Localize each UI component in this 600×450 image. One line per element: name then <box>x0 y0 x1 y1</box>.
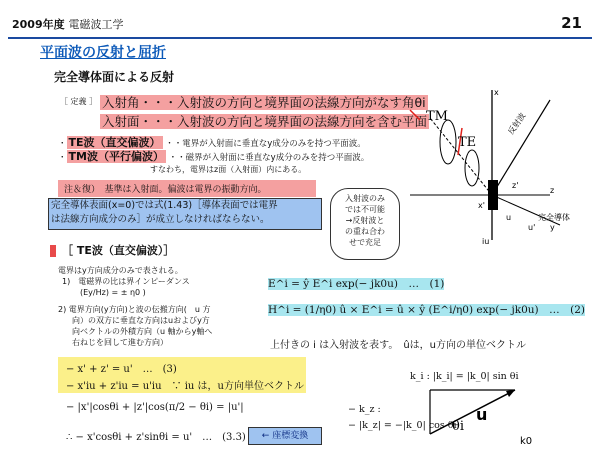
section-marker <box>50 245 56 257</box>
tm-label: TM <box>426 109 448 124</box>
equation-e-incident: E^i = ŷ E^i exp(− jk0u) … (1) <box>268 278 445 290</box>
te-text: 右ねじを回して進む方向） <box>72 338 168 347</box>
axis-z-label: z <box>550 186 555 195</box>
axis-x-prime-label: x' <box>478 201 485 210</box>
te-label: TE <box>458 135 477 150</box>
definition-line-2: 入射面・・・入射波の方向と境界面の法線方向を含む平面 <box>102 114 428 129</box>
bullet-te-text: ・・電界が入射面に垂直なy成分のみを持つ平面波。 <box>165 139 366 149</box>
te-text: 電界はy方向成分のみで表される。 <box>58 266 183 275</box>
axis-x-label: x <box>494 88 499 97</box>
bullet-te: ・ TE波（直交偏波） ・・電界が入射面に垂直なy成分のみを持つ平面波。 <box>58 136 366 149</box>
header-rule <box>8 37 592 39</box>
wave-geometry-diagram <box>400 80 595 255</box>
ki-relation: k_i : |k_i| = |k_0| sin θi <box>410 371 519 382</box>
definition-line-1: 入射角・・・入射波の方向と境界面の法線方向がなす角θi <box>102 95 426 110</box>
conductor-label: 完全導体 <box>538 213 570 222</box>
axis-u-prime-label: u' <box>528 223 536 232</box>
polarization-note: 注＆復） 基準は入射面。偏波は電界の振動方向。 <box>58 180 316 197</box>
axis-iu-label: iu <box>482 237 490 246</box>
equation-line-2: − x'iu + z'iu = u'iu ∵ iu は，u方向単位ベクトル <box>66 381 304 392</box>
arrowhead-icon <box>506 390 515 397</box>
bullet-tm: ・ TM波（平行偏波） ・・磁界が入射面に垂直なy成分のみを持つ平面波。 <box>58 150 370 163</box>
cloud-line: の重ね合わ <box>345 227 385 236</box>
subtitle: 完全導体面による反射 <box>54 70 175 84</box>
header-year: 2009年度 <box>12 18 65 31</box>
boundary-line-2: は法線方向成分のみ］が成立しなければならない。 <box>51 214 270 225</box>
te-text: 向）の双方に垂直な方向はuおよびy方 <box>72 316 210 325</box>
wavefront-tm <box>440 120 456 164</box>
page-number: 21 <box>561 14 582 32</box>
incident-wave-path <box>430 118 492 195</box>
te-text: 2) 電界方向(y方向)と波の伝搬方向( u 方 <box>58 305 211 314</box>
bullet-tm-head: TM波（平行偏波） <box>68 150 164 163</box>
te-section-title: ［ TE波（直交偏波）］ <box>50 242 174 258</box>
te-text: (Ey/Hz) = ± η0 ) <box>80 288 146 297</box>
header-course: 電磁波工学 <box>68 18 124 31</box>
boundary-line-1: 完全導体表面(x=0)では式(1.43)［導体表面では電界 <box>51 200 278 211</box>
conductor-surface <box>488 180 498 210</box>
equation-h-incident: H^i = (1/η0) û × E^i = û × ŷ (E^i/η0) exp(− jk0u) … (2) <box>268 304 586 316</box>
te-text: 向ベクトルの外積方向（u 軸からy軸へ <box>72 327 213 336</box>
reflected-wave-label: 反射波 <box>506 111 528 137</box>
axis-u-label: u <box>506 213 512 222</box>
kz-relation: − k_z : <box>348 404 381 415</box>
definition-incident-angle <box>100 93 428 111</box>
equation-line-3: − |x'|cosθi + |z'|cos(π/2 − θi) = |u'| <box>66 402 244 413</box>
theta-label: θi <box>452 419 464 434</box>
bullet-note: すなわち，電界はz面（入射面）内にある。 <box>150 165 307 174</box>
equation-note: 上付きの i は入射波を表す。 ûは，u方向の単位ベクトル <box>270 340 527 351</box>
te-text: 1) 電磁界の比は界インピーダンス <box>62 277 190 286</box>
bullet-tm-text: ・・磁界が入射面に垂直なy成分のみを持つ平面波。 <box>168 153 370 163</box>
axis-z-prime-label: z' <box>512 181 519 190</box>
cloud-line: 入射波のみ <box>345 194 385 203</box>
equation-line-4: ∴ − x'cosθi + z'sinθi = u' … (3.3) <box>66 432 246 443</box>
tm-arrow <box>410 110 420 120</box>
cloud-line: せで充足 <box>349 238 381 247</box>
k0-label: k0 <box>520 436 533 446</box>
definition-tag: ［ 定義 ］ <box>60 97 98 106</box>
definition-incident-plane <box>100 112 429 130</box>
boundary-condition-box <box>48 198 322 230</box>
axis-y-label: y <box>550 223 555 232</box>
callout-cloud <box>330 188 400 260</box>
coordinate-transform-button[interactable]: ← 座標変換 <box>248 427 322 445</box>
cloud-line: では不可能 <box>345 205 385 214</box>
wavefront-te <box>465 150 479 186</box>
bullet-te-head: TE波（直交偏波） <box>68 136 161 149</box>
equation-line-1: − x' + z' = u' … (3) <box>66 364 177 375</box>
k-vector-triangle <box>420 382 560 446</box>
u-vector <box>430 390 515 434</box>
cloud-line: →反射波と <box>345 216 385 225</box>
kz-relation-2: − |k_z| = −|k_0| cos θi <box>348 420 457 431</box>
page-title: 平面波の反射と屈折 <box>40 45 166 61</box>
te-description <box>58 265 258 348</box>
u-label: u <box>476 405 488 424</box>
header-title <box>12 16 123 32</box>
